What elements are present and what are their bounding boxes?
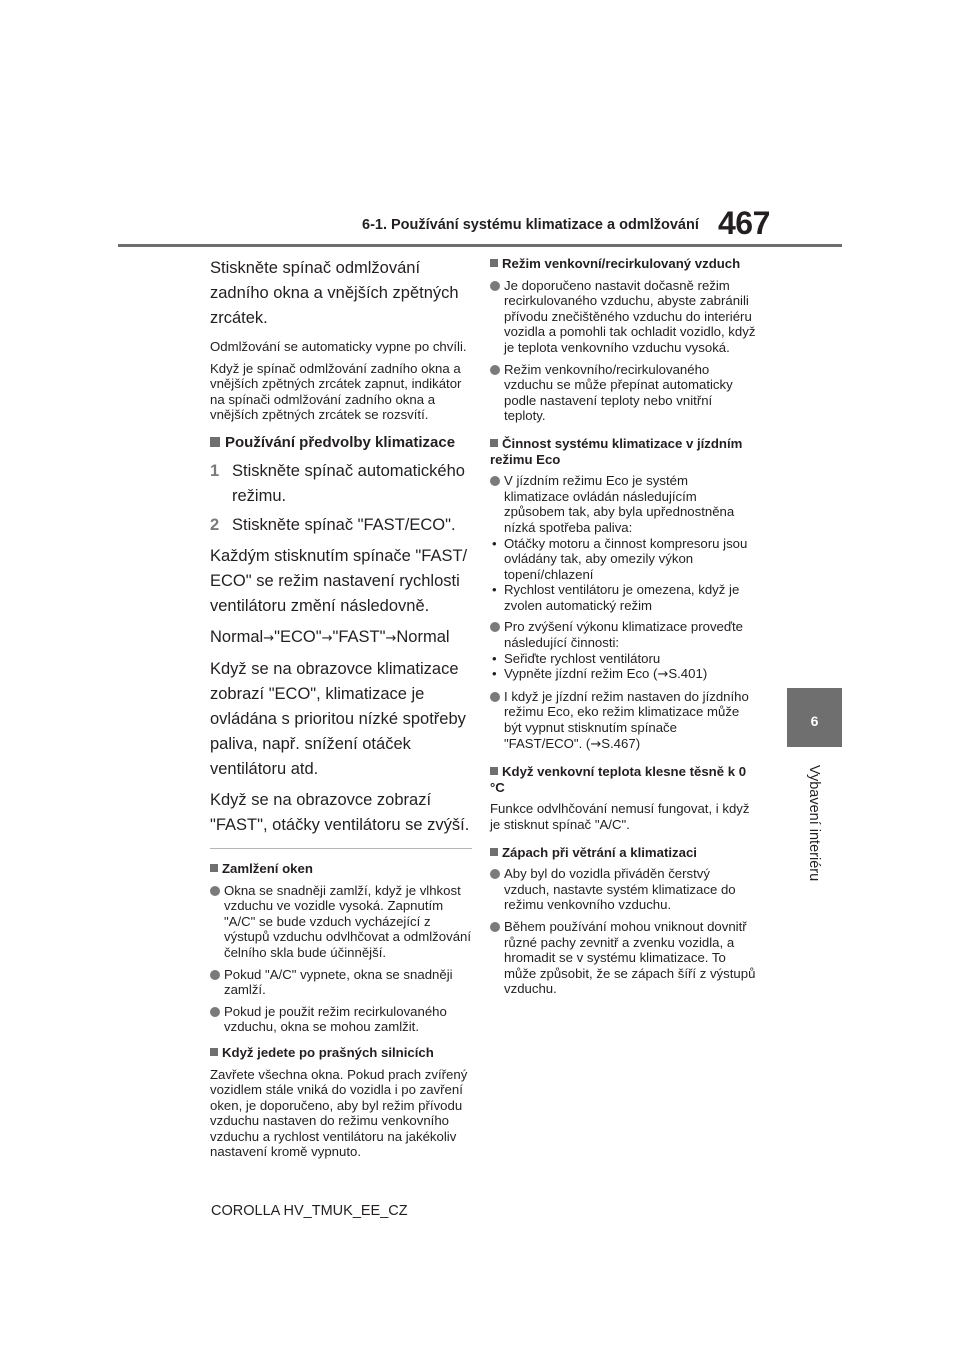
dusty-roads-heading [210,1045,472,1061]
bullet-dot-icon [490,922,500,932]
bullet-dot-icon [490,476,500,486]
fogging-heading [210,861,472,877]
eco-sub-bullet-3 [490,651,756,667]
bullet-dot-icon [490,365,500,375]
arrow-icon: → [385,630,397,646]
defogger-indicator-note: Když je spínač odmlžování zadního okna a vnějších zpětných zrcátek zapnut, indikátor na spínači odmlžování zadního okna a vnějších zpětných zrcátek se rozsvítí. [210,360,462,423]
low-temp-text: Funkce odvlhčování nemusí fungovat, i když je stisknut spínač "A/C". [490,801,750,832]
seq-normal: Normal [210,627,264,646]
eco-drive-heading-text: Činnost systému klimatizace v jízdním režimu Eco [490,435,743,467]
section-divider [210,848,472,849]
arrow-icon: → [590,736,602,752]
footer-model-code: COROLLA HV_TMUK_EE_CZ [211,1203,408,1219]
heading-square-icon [490,767,498,775]
eco-drive-item-3-pre: I když je jízdní režim nastaven do jízdního režimu Eco, eko režim klimatizace může být vypnut stisknutím spínače "FAST/ECO". ( [504,688,749,751]
arrow-icon: → [657,667,669,683]
odor-item-2 [490,919,756,997]
seq-normal-2: Normal [396,627,450,646]
step-2-number: 2 [210,515,220,534]
bullet-char: • [492,535,497,551]
eco-sub-bullet-2-text: Rychlost ventilátoru je omezena, když je zvolen automatický režim [504,582,740,613]
dusty-roads-heading-text: Když jedete po prašných silnicích [222,1044,434,1060]
air-mode-heading [490,256,756,272]
air-mode-item-1 [490,278,756,356]
heading-square-icon [210,1048,218,1056]
right-column [490,256,756,997]
bullet-dot-icon [210,970,220,980]
defogger-auto-off-note: Odmlžování se automaticky vypne po chvíli. [210,339,467,354]
eco-sub-bullet-2 [490,582,756,613]
air-mode-item-2 [490,362,756,424]
bullet-dot-icon [490,622,500,632]
bullet-dot-icon [490,692,500,702]
heading-square-icon [490,439,498,447]
odor-item-2-text: Během používání mohou vniknout dovnitř různé pachy zevnitř a zvenku vozidla, a hromadit se v systému klimatizace. To může způsobit, že se zápach šíří z výstupů vzduchu. [504,918,756,997]
fogging-item-1-text: Okna se snadněji zamlží, když je vlhkost vzduchu ve vozidle vysoká. Zapnutím "A/C" se bude vzduch vycházející z výstupů vzduchu odvlhčovat a odmlžování čelního skla bude účinnější. [224,882,472,960]
eco-sub-bullet-4-pre: Vypněte jízdní režim Eco ( [504,666,658,682]
rear-defogger-instruction: Stiskněte spínač odmlžování zadního okna a vnějších zpětných zrcátek. [210,259,459,327]
odor-heading-text: Zápach při větrání a klimatizaci [502,844,697,860]
eco-drive-item-2-text: Pro zvýšení výkonu klimatizace proveďte následující činnosti: [504,619,743,651]
preset-heading-text: Používání předvolby klimatizace [225,433,456,451]
fogging-item-3 [210,1004,472,1035]
arrow-icon: → [263,630,275,646]
section-title: 6-1. Používání systému klimatizace a odmlžování [362,217,699,233]
air-mode-item-1-text: Je doporučeno nastavit dočasně režim recirkulovaného vzduchu, abyste zabránili přívodu znečištěného vzduchu do interiéru vozidla a pomohli tak ochladit vozidlo, když je teplota venkovního vzduchu vysoká. [504,277,756,355]
bullet-char: • [492,650,497,666]
eco-drive-item-2 [490,619,756,682]
step-2-text: Stiskněte spínač "FAST/ECO". [232,515,456,534]
bullet-dot-icon [490,281,500,291]
fast-mode-description: Když se na obrazovce zobrazí "FAST", otáčky ventilátoru se zvýší. [210,790,470,834]
odor-heading [490,845,756,861]
heading-square-icon [210,864,218,872]
page-reference-401[interactable]: S.401 [668,666,703,682]
header-rule [118,244,842,247]
fan-mode-sequence [210,625,472,651]
eco-sub-bullet-4-post: ) [702,666,708,682]
fogging-heading-text: Zamlžení oken [222,860,313,876]
eco-drive-item-1-text: V jízdním režimu Eco je systém klimatizace ovládán následujícím způsobem tak, aby byla upřednostněna nízká spotřeba paliva: [504,473,735,535]
heading-square-icon [490,259,498,267]
eco-sub-bullet-3-text: Seřiďte rychlost ventilátoru [504,650,661,666]
fogging-item-2-text: Pokud "A/C" vypnete, okna se snadněji zamlží. [224,966,453,998]
step-1-text: Stiskněte spínač automatického režimu. [232,461,465,505]
bullet-dot-icon [490,869,500,879]
heading-square-icon [490,848,498,856]
eco-drive-item-1 [490,473,756,613]
fogging-item-1 [210,883,472,961]
chapter-label [776,762,852,884]
chapter-number: 6 [810,713,819,729]
seq-eco: "ECO" [274,627,322,646]
eco-mode-description: Když se na obrazovce klimatizace zobrazí "ECO", klimatizace je ovládána s prioritou nízké spotřeby paliva, např. snížení otáček ventilátoru atd. [210,659,466,778]
eco-sub-bullet-1 [490,536,756,583]
page-number: 467 [718,205,770,241]
eco-drive-item-3 [490,689,756,752]
bullet-dot-icon [210,886,220,896]
arrow-icon: → [321,630,333,646]
eco-sub-bullet-1-text: Otáčky motoru a činnost kompresoru jsou ovládány tak, aby omezily výkon topení/chlazení [504,535,748,582]
air-mode-item-2-text: Režim venkovního/recirkulovaného vzduchu se může přepínat automaticky podle nastavení teploty nebo vnitřní teploty. [504,361,733,424]
seq-fast: "FAST" [332,627,386,646]
heading-square-icon [210,437,220,447]
chapter-label-text: Vybavení interiéru [806,764,822,882]
fast-eco-description: Každým stisknutím spínače "FAST/ ECO" se režim nastavení rychlosti ventilátoru změní následovně. [210,546,468,615]
left-column [210,256,472,1160]
low-temp-heading [490,764,756,795]
bullet-char: • [492,582,497,598]
step-1 [210,459,472,509]
odor-item-1-text: Aby byl do vozidla přiváděn čerstvý vzduch, nastavte systém klimatizace do režimu venkovního vzduchu. [504,866,736,913]
page-reference-467[interactable]: S.467 [601,735,636,751]
eco-drive-heading [490,436,756,467]
fogging-item-2 [210,967,472,998]
step-1-number: 1 [210,461,220,480]
preset-heading [210,433,472,453]
dusty-roads-text: Zavřete všechna okna. Pokud prach zvířený vozidlem stále vniká do vozidla i po zavření oken, je doporučeno, aby byl režim přívodu vzduchu nastaven do režimu venkovního vzduchu a rychlost ventilátoru na jakékoliv nastavení kromě vypnuto. [210,1066,468,1160]
bullet-char: • [492,666,497,682]
fogging-item-3-text: Pokud je použit režim recirkulovaného vzduchu, okna se mohou zamlžit. [224,1003,447,1035]
eco-drive-item-3-post: ) [635,735,641,751]
bullet-dot-icon [210,1007,220,1017]
air-mode-heading-text: Režim venkovní/recirkulovaný vzduch [502,256,741,271]
odor-item-1 [490,866,756,913]
eco-sub-bullet-4 [490,666,756,683]
low-temp-heading-text: Když venkovní teplota klesne těsně k 0 °C [490,764,747,795]
step-2 [210,513,472,538]
